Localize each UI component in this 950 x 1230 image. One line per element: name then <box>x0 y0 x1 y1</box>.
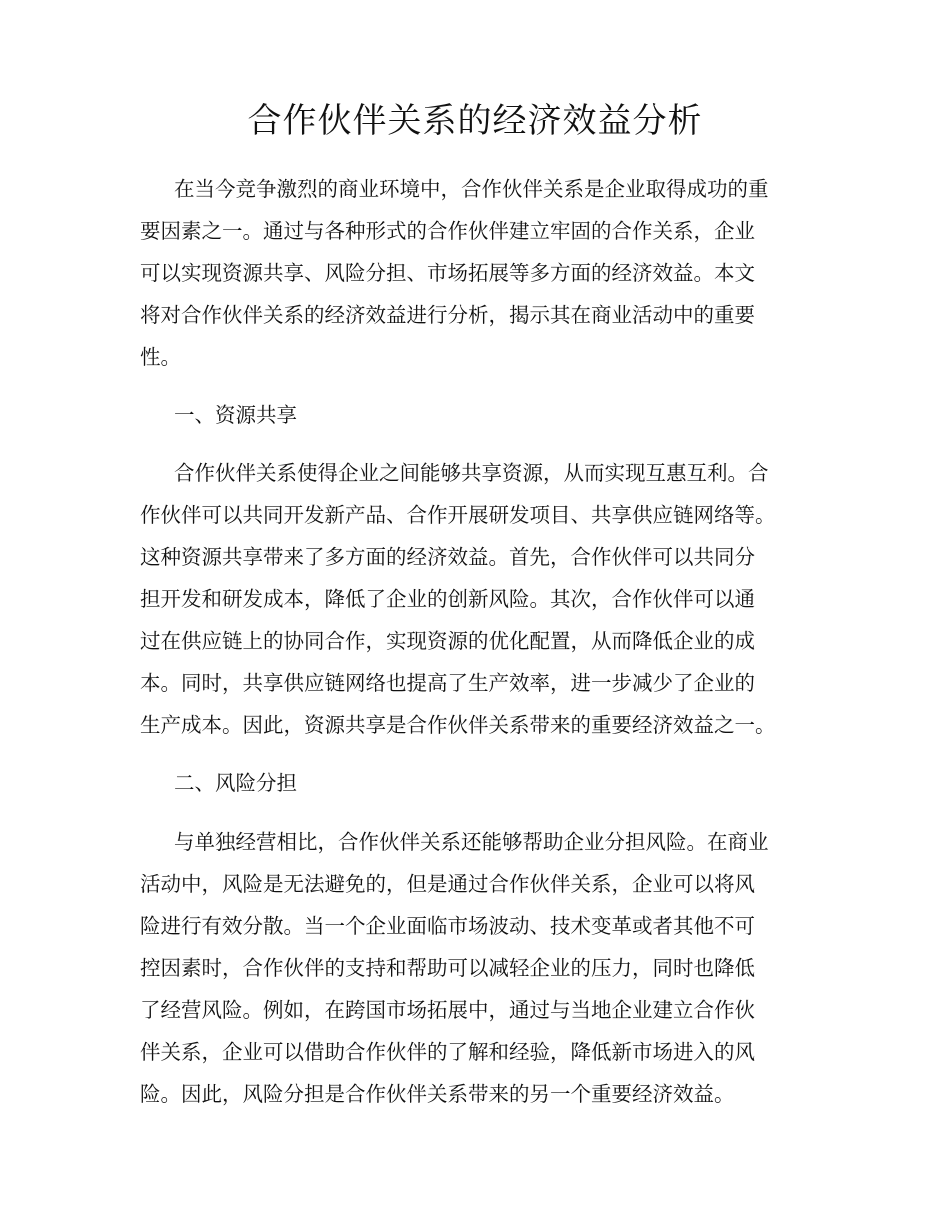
section2-line-4: 控因素时，合作伙伴的支持和帮助可以减轻企业的压力，同时也降低 <box>140 956 755 980</box>
section1-line-5: 过在供应链上的协同合作，实现资源的优化配置，从而降低企业的成 <box>140 629 755 653</box>
intro-line-4: 将对合作伙伴关系的经济效益进行分析，揭示其在商业活动中的重要 <box>140 303 755 327</box>
section1-line-2: 作伙伴可以共同开发新产品、合作开展研发项目、共享供应链网络等。 <box>140 503 776 527</box>
intro-line-5: 性。 <box>140 345 181 369</box>
section1-line-3: 这种资源共享带来了多方面的经济效益。首先，合作伙伴可以共同分 <box>140 545 755 569</box>
section1-heading: 一、资源共享 <box>174 403 297 427</box>
section1-line-6: 本。同时，共享供应链网络也提高了生产效率，进一步减少了企业的 <box>140 671 755 695</box>
section2-line-2: 活动中，风险是无法避免的，但是通过合作伙伴关系，企业可以将风 <box>140 872 755 896</box>
document-title: 合作伙伴关系的经济效益分析 <box>247 101 703 141</box>
section2-line-1: 与单独经营相比，合作伙伴关系还能够帮助企业分担风险。在商业 <box>174 830 769 854</box>
intro-line-2: 要因素之一。通过与各种形式的合作伙伴建立牢固的合作关系，企业 <box>140 219 755 243</box>
section2-heading: 二、风险分担 <box>174 771 297 795</box>
section2-line-5: 了经营风险。例如，在跨国市场拓展中，通过与当地企业建立合作伙 <box>140 998 755 1022</box>
section1-line-7: 生产成本。因此，资源共享是合作伙伴关系带来的重要经济效益之一。 <box>140 713 776 737</box>
intro-line-3: 可以实现资源共享、风险分担、市场拓展等多方面的经济效益。本文 <box>140 261 755 285</box>
section2-line-6: 伴关系，企业可以借助合作伙伴的了解和经验，降低新市场进入的风 <box>140 1040 755 1064</box>
section2-line-7: 险。因此，风险分担是合作伙伴关系带来的另一个重要经济效益。 <box>140 1082 735 1106</box>
section1-line-4: 担开发和研发成本，降低了企业的创新风险。其次，合作伙伴可以通 <box>140 587 755 611</box>
intro-line-1: 在当今竞争激烈的商业环境中，合作伙伴关系是企业取得成功的重 <box>174 177 769 201</box>
section1-line-1: 合作伙伴关系使得企业之间能够共享资源，从而实现互惠互利。合 <box>174 461 769 485</box>
section2-line-3: 险进行有效分散。当一个企业面临市场波动、技术变革或者其他不可 <box>140 914 755 938</box>
